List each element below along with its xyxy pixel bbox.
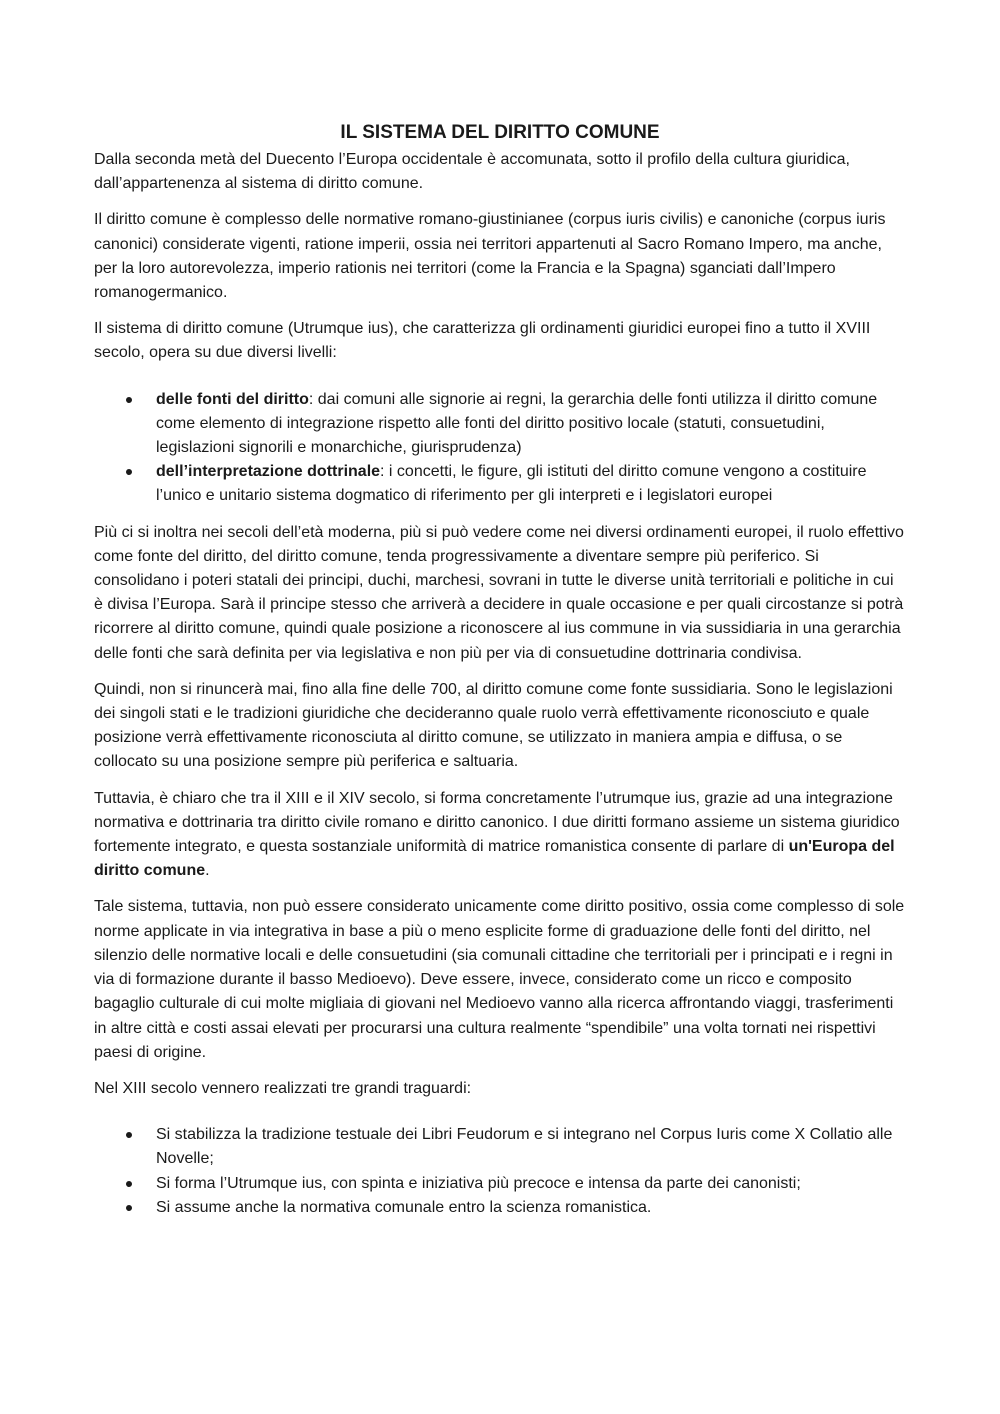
levels-list	[94, 388, 906, 509]
paragraph-subsidiary-source: Quindi, non si rinuncerà mai, fino alla fine delle 700, al diritto comune come fonte sussidiaria. Sono le legislazioni dei singoli stati e le tradizioni giuridiche che decideranno quale ruolo verrà effettivamente riconosciuto e quale posizione verrà effettivamente riconosciuta al diritto comune, se utilizzato in maniera ampia e diffusa, o se collocato su una posizione sempre più periferica e saltuaria.	[94, 680, 893, 771]
paragraph-intro: Dalla seconda metà del Duecento l’Europa occidentale è accomunata, sotto il profilo della cultura giuridica, dall’appartenenza al sistema di diritto comune.	[94, 151, 850, 193]
paragraph-modern-age: Più ci si inoltra nei secoli dell’età moderna, più si può vedere come nei diversi ordinamenti europei, il ruolo effettivo come fonte del diritto, del diritto comune, tenda progressivamente a diventare sempre più periferico. Si consolidano i poteri statali dei principi, duchi, marchesi, sovrani in tutte le diverse unità territoriali e politiche in cui è divisa l’Europa. Sarà il principe stesso che arriverà a decidere in quale occasione e per quali circostanze si potrà ricorrere al diritto comune, quindi quale posizione a riconoscere al ius commune in via sussidiaria in una gerarchia delle fonti che sarà definita per via legislativa e non più per via di consuetudine dottrinaria condivisa.	[94, 523, 904, 662]
achievements-list	[94, 1123, 906, 1220]
paragraph-achievements-intro: Nel XIII secolo vennero realizzati tre grandi traguardi:	[94, 1079, 472, 1097]
paragraph-definition: Il diritto comune è complesso delle normative romano-giustinianee (corpus iuris civilis) e canoniche (corpus iuris canonici) considerate vigenti, ratione imperii, ossia nei territori appartenuti al Sacro Romano Impero, ma anche, per la loro autorevolezza, imperio rationis nei territori (come la Francia e la Spagna) sganciati dall’Impero romanogermanico.	[94, 211, 886, 302]
list-item-text: : i concetti, le figure, gli istituti del diritto comune vengono a costituire l’unico e unitario sistema dogmatico di riferimento per gli interpreti e i legislatori europei	[156, 463, 867, 505]
document-title: IL SISTEMA DEL DIRITTO COMUNE	[340, 122, 660, 143]
list-item	[156, 388, 906, 461]
paragraph-text: Tuttavia, è chiaro che tra il XIII e il XIV secolo, si forma concretamente l’utrumque ius, grazie ad una integrazione normativa e dottrinaria tra diritto civile romano e diritto canonico. I due diritti formano assieme un sistema giuridico fortemente integrato, e questa sostanziale uniformità di matrice romanistica consente di parlare di	[94, 789, 900, 856]
list-item-term: dell’interpretazione dottrinale	[156, 463, 381, 481]
bold-phrase: un'Europa del diritto comune	[94, 838, 895, 880]
paragraph-end: .	[205, 862, 210, 880]
document-page	[94, 120, 906, 1232]
paragraph-utrumque-ius	[94, 787, 906, 884]
list-item	[156, 460, 906, 508]
list-item: Si assume anche la normativa comunale entro la scienza romanistica.	[156, 1196, 906, 1220]
paragraph-cultural-heritage: Tale sistema, tuttavia, non può essere considerato unicamente come diritto positivo, ossia come complesso di sole norme applicate in via integrativa in base a più o meno esplicite forme di graduazione delle fonti del diritto, nel silenzio delle normative locali e delle consuetudini (sia comunali cittadine che territoriali per i principati e i regni in via di formazione durante il basso Medioevo). Deve essere, invece, considerato come un ricco e composito bagaglio culturale di cui molte migliaia di giovani nel Medioevo vanno alla ricerca affrontando viaggi, trasferimenti in altre città e costi assai elevati per procurarsi una cultura realmente “spendibile” una volta tornati nei rispettivi paesi di origine.	[94, 898, 905, 1061]
paragraph-levels-intro: Il sistema di diritto comune (Utrumque ius), che caratterizza gli ordinamenti giuridici europei fino a tutto il XVIII secolo, opera su due diversi livelli:	[94, 320, 871, 362]
list-item-text: : dai comuni alle signorie ai regni, la gerarchia delle fonti utilizza il diritto comune come elemento di integrazione rispetto alle fonti del diritto positivo locale (statuti, consuetudini, legislazioni signorili e monarchiche, giurisprudenza)	[156, 390, 878, 457]
list-item: Si forma l’Utrumque ius, con spinta e iniziativa più precoce e intensa da parte dei canonisti;	[156, 1172, 906, 1196]
list-item-term: delle fonti del diritto	[156, 390, 309, 408]
list-item: Si stabilizza la tradizione testuale dei Libri Feudorum e si integrano nel Corpus Iuris come X Collatio alle Novelle;	[156, 1123, 906, 1171]
